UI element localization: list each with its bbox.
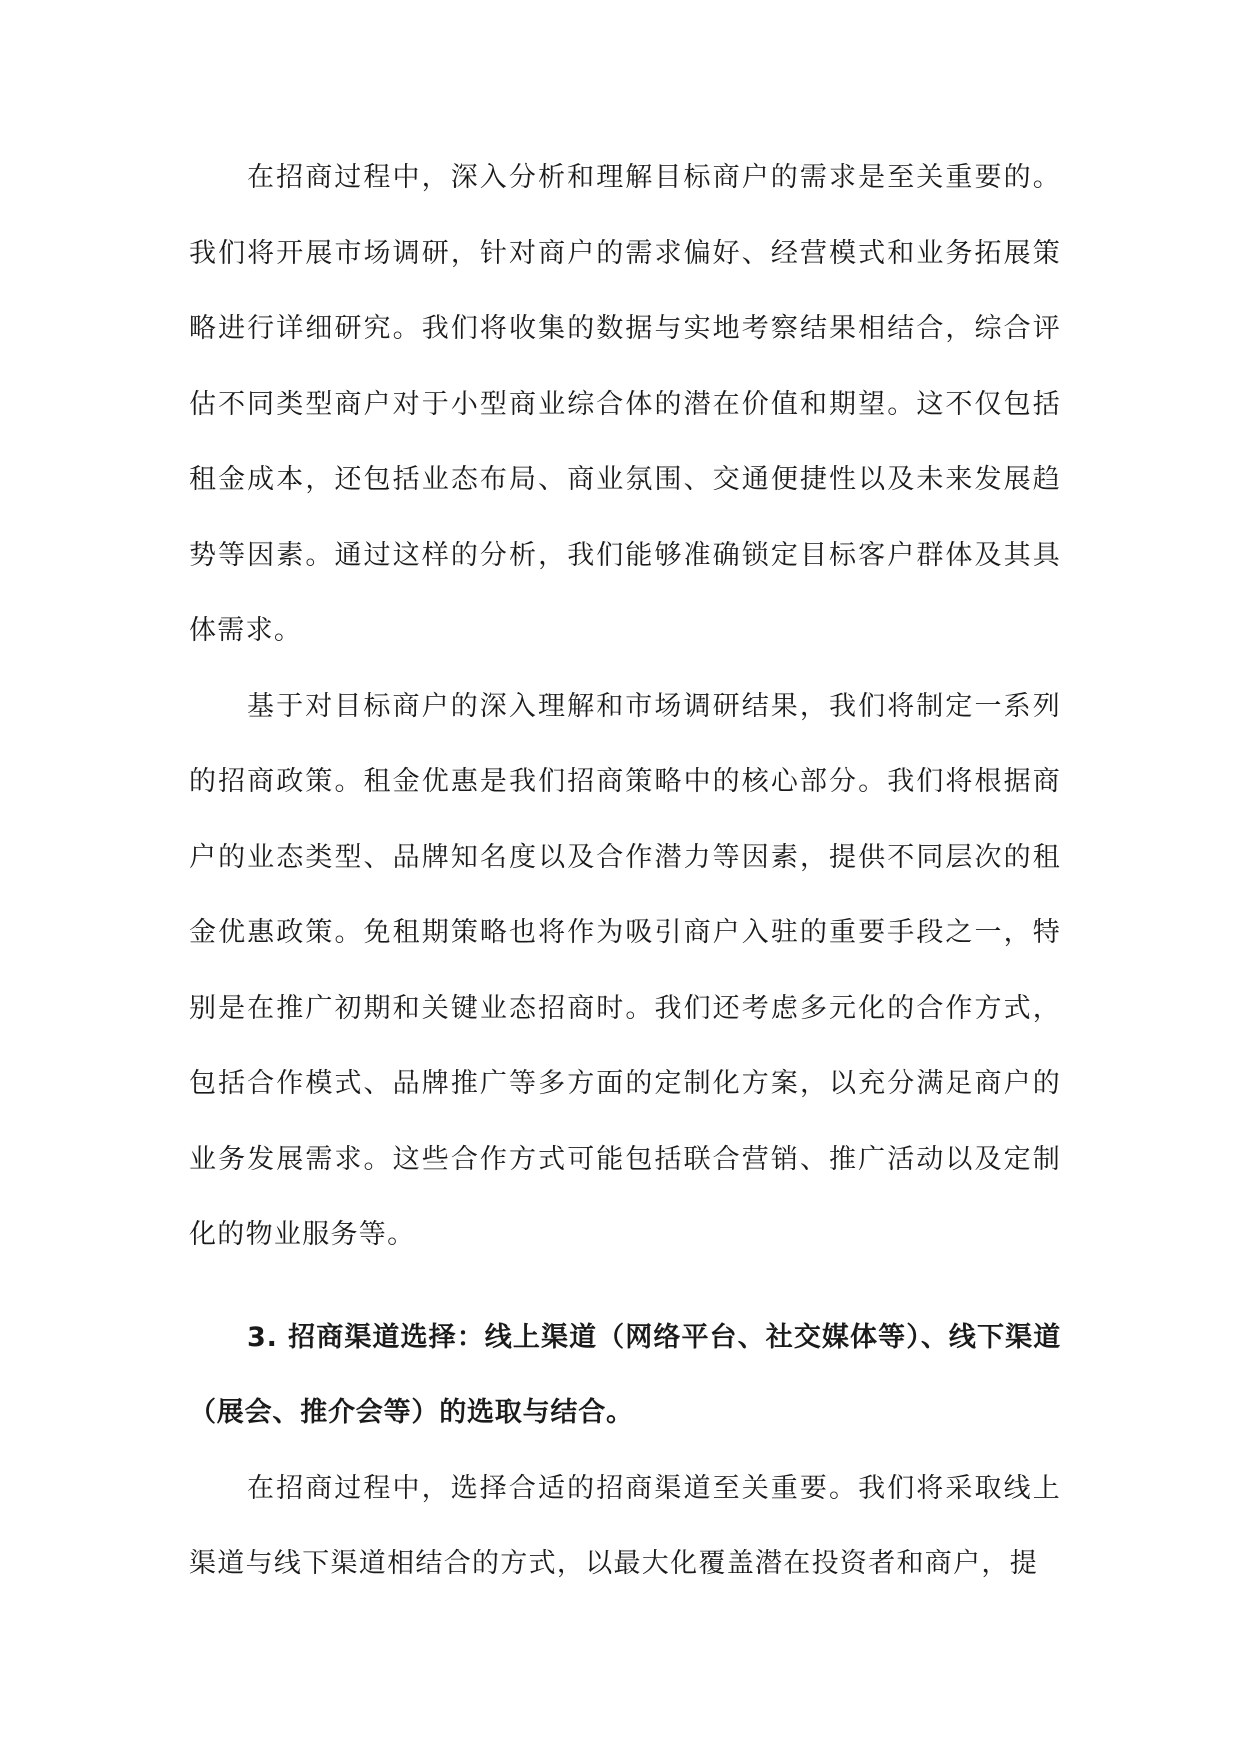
section-heading-channels: 3. 招商渠道选择：线上渠道（网络平台、社交媒体等）、线下渠道（展会、推介会等）的选取与结合。 <box>189 1321 1061 1428</box>
document-body <box>189 140 1061 1602</box>
paragraph-channel-selection: 在招商过程中，选择合适的招商渠道至关重要。我们将采取线上渠道与线下渠道相结合的方式，以最大化覆盖潜在投资者和商户，提 <box>189 1472 1061 1579</box>
paragraph-leasing-policy: 基于对目标商户的深入理解和市场调研结果，我们将制定一系列的招商政策。租金优惠是我们招商策略中的核心部分。我们将根据商户的业态类型、品牌知名度以及合作潜力等因素，提供不同层次的租金优惠政策。免租期策略也将作为吸引商户入驻的重要手段之一，特别是在推广初期和关键业态招商时。我们还考虑多元化的合作方式，包括合作模式、品牌推广等多方面的定制化方案，以充分满足商户的业务发展需求。这些合作方式可能包括联合营销、推广活动以及定制化的物业服务等。 <box>189 690 1061 1250</box>
paragraph-merchant-analysis: 在招商过程中，深入分析和理解目标商户的需求是至关重要的。我们将开展市场调研，针对商户的需求偏好、经营模式和业务拓展策略进行详细研究。我们将收集的数据与实地考察结果相结合，综合评估不同类型商户对于小型商业综合体的潜在价值和期望。这不仅包括租金成本，还包括业态布局、商业氛围、交通便捷性以及未来发展趋势等因素。通过这样的分析，我们能够准确锁定目标客户群体及其具体需求。 <box>189 162 1061 646</box>
